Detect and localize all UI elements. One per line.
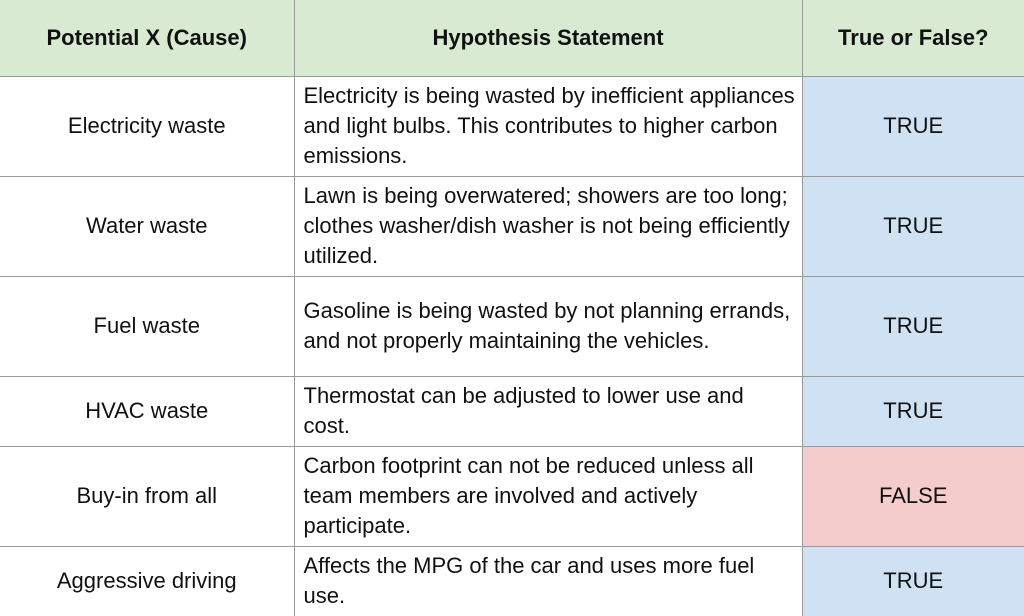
header-verdict: True or False? bbox=[802, 0, 1024, 76]
verdict-cell: TRUE bbox=[802, 546, 1024, 616]
verdict-cell: TRUE bbox=[802, 376, 1024, 446]
header-row bbox=[0, 0, 1024, 76]
verdict-cell: TRUE bbox=[802, 276, 1024, 376]
statement-cell: Gasoline is being wasted by not planning errands, and not properly maintaining the vehicles. bbox=[294, 276, 802, 376]
table-row bbox=[0, 276, 1024, 376]
header-statement: Hypothesis Statement bbox=[294, 0, 802, 76]
verdict-cell: FALSE bbox=[802, 446, 1024, 546]
cause-cell: Aggressive driving bbox=[0, 546, 294, 616]
cause-cell: Water waste bbox=[0, 176, 294, 276]
statement-cell: Carbon footprint can not be reduced unless all team members are involved and actively participate. bbox=[294, 446, 802, 546]
statement-cell: Lawn is being overwatered; showers are too long; clothes washer/dish washer is not being efficiently utilized. bbox=[294, 176, 802, 276]
cause-cell: Electricity waste bbox=[0, 76, 294, 176]
cause-cell: Buy-in from all bbox=[0, 446, 294, 546]
verdict-cell: TRUE bbox=[802, 76, 1024, 176]
statement-cell: Affects the MPG of the car and uses more fuel use. bbox=[294, 546, 802, 616]
statement-cell: Thermostat can be adjusted to lower use and cost. bbox=[294, 376, 802, 446]
table-row bbox=[0, 376, 1024, 446]
cause-cell: HVAC waste bbox=[0, 376, 294, 446]
table-row bbox=[0, 76, 1024, 176]
table-row bbox=[0, 446, 1024, 546]
table-row bbox=[0, 176, 1024, 276]
header-cause: Potential X (Cause) bbox=[0, 0, 294, 76]
cause-cell: Fuel waste bbox=[0, 276, 294, 376]
statement-cell: Electricity is being wasted by inefficient appliances and light bulbs. This contributes to higher carbon emissions. bbox=[294, 76, 802, 176]
verdict-cell: TRUE bbox=[802, 176, 1024, 276]
table-row bbox=[0, 546, 1024, 616]
